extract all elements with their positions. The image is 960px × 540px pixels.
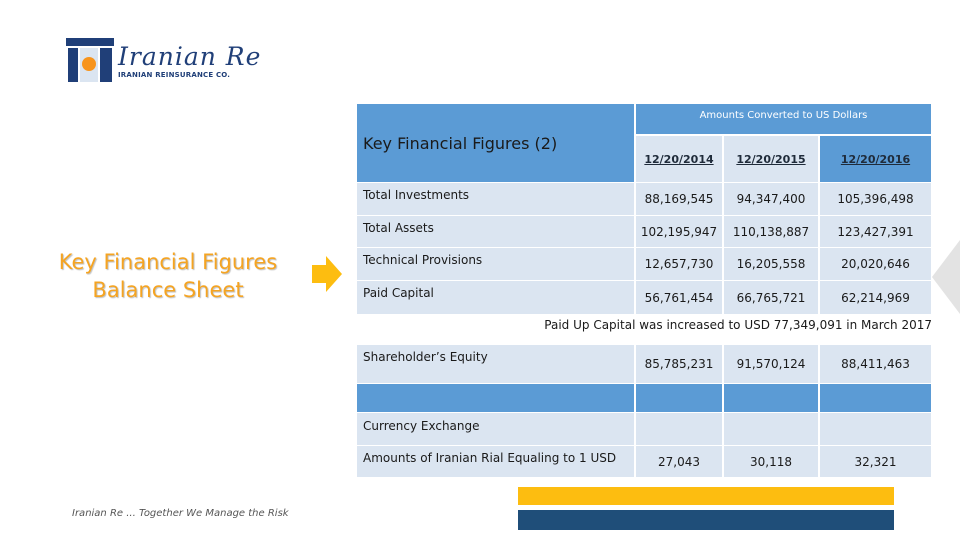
navy-accent-bar [518,510,894,530]
section-title-line1: Key Financial Figures [58,250,278,274]
table-spacer-cell [724,384,818,412]
date-header-2 [724,136,818,182]
row-label-technical-provisions: Technical Provisions [357,248,634,280]
table-spacer-cell [357,384,634,412]
table-cell: 123,427,391 [820,216,931,247]
table-cell: 85,785,231 [636,345,722,383]
table-cell: 88,169,545 [636,183,722,215]
table-top-header: Amounts Converted to US Dollars [636,104,931,134]
table-title: Key Financial Figures (2) [363,134,558,153]
table-cell: 32,321 [820,446,931,477]
table-cell: 105,396,498 [820,183,931,215]
table-title-cell [357,104,634,182]
table-cell: 12,657,730 [636,248,722,280]
row-label-currency-exchange: Currency Exchange [357,413,634,445]
date-label: 12/20/2016 [840,152,911,166]
table-cell: 30,118 [724,446,818,477]
row-label-rial-per-usd: Amounts of Iranian Rial Equaling to 1 USD [357,446,634,477]
slide-edge-triangle-icon [932,240,960,314]
row-label-shareholders-equity: Shareholder’s Equity [357,345,634,383]
table-cell: 91,570,124 [724,345,818,383]
section-title [40,248,296,304]
row-label-total-assets: Total Assets [357,216,634,247]
capital-increase-note: Paid Up Capital was increased to USD 77,349,091 in March 2017 [544,318,932,332]
date-header-3 [820,136,931,182]
table-cell: 110,138,887 [724,216,818,247]
logo-subtitle: IRANIAN REINSURANCE CO. [118,71,231,79]
table-cell: 88,411,463 [820,345,931,383]
section-title-line2: Balance Sheet [92,278,244,302]
date-label: 12/20/2015 [736,152,806,166]
logo-mark-icon [66,38,114,84]
date-label: 12/20/2014 [644,152,714,166]
table-cell: 56,761,454 [636,281,722,314]
table-cell: 102,195,947 [636,216,722,247]
row-label-total-investments: Total Investments [357,183,634,215]
table-cell: 94,347,400 [724,183,818,215]
footer-tagline: Iranian Re ... Together We Manage the Risk [72,508,289,519]
gold-accent-bar [518,487,894,505]
table-cell: 27,043 [636,446,722,477]
table-spacer-cell [636,384,722,412]
table-cell: 16,205,558 [724,248,818,280]
company-logo [66,38,262,84]
table-cell [724,413,818,445]
date-header-1 [636,136,722,182]
table-cell [636,413,722,445]
right-arrow-icon [312,256,342,292]
table-spacer-cell [820,384,931,412]
logo-wordmark: Iranian Re [118,42,262,71]
table-cell: 66,765,721 [724,281,818,314]
row-label-paid-capital: Paid Capital [357,281,634,314]
table-cell: 62,214,969 [820,281,931,314]
table-cell [820,413,931,445]
table-cell: 20,020,646 [820,248,931,280]
